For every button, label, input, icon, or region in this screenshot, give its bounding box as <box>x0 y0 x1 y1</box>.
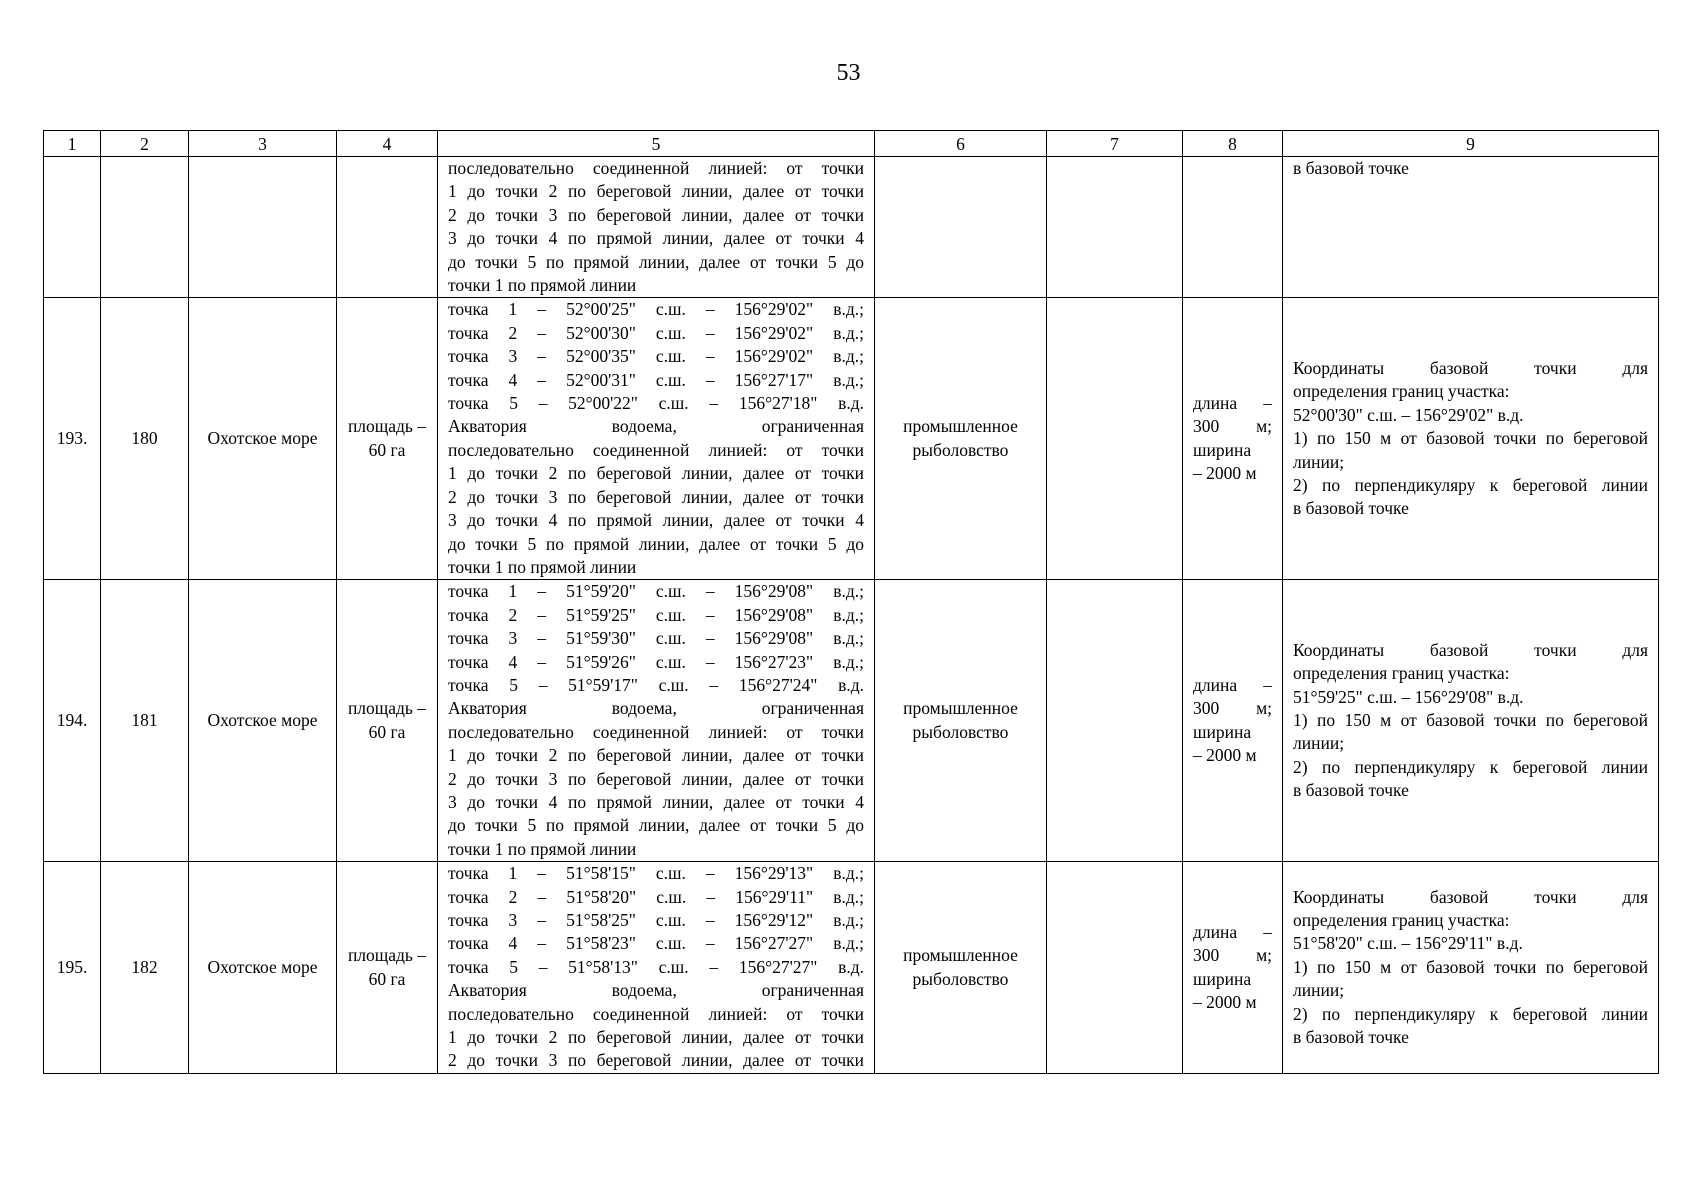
notes-line: 2) по перпендикуляру к береговой линии <box>1293 474 1648 495</box>
notes-line: в базовой точке <box>1293 158 1409 178</box>
cell-id <box>101 157 189 298</box>
cell-notes <box>1283 157 1659 298</box>
table-header-row <box>44 131 1659 157</box>
notes-line: 51°58'20" с.ш. – 156°29'11" в.д. <box>1293 933 1523 954</box>
cell-size <box>1183 298 1283 580</box>
cell-purpose <box>875 157 1047 298</box>
cell-description <box>438 298 875 580</box>
cell-id: 182 <box>101 862 189 1074</box>
description-line: 2 до точки 3 по береговой линии, далее от точки <box>448 204 864 225</box>
notes-line: 1) по 150 м от базовой точки по береговой <box>1293 956 1648 977</box>
size-line: длина – <box>1193 393 1272 414</box>
description-line: 1 до точки 2 по береговой линии, далее от точки <box>448 463 864 484</box>
description-line: точка 2 – 51°58'20" с.ш. – 156°29'11" в.д.; <box>448 886 864 907</box>
description-line: точки 1 по прямой линии <box>448 275 637 296</box>
header-cell: 7 <box>1047 131 1183 157</box>
notes-line: 2) по перпендикуляру к береговой линии <box>1293 1003 1648 1024</box>
size-line: 300 м; <box>1193 416 1272 437</box>
notes-line: 1) по 150 м от базовой точки по береговой <box>1293 428 1648 449</box>
cell-purpose: промышленное рыболовство <box>875 580 1047 862</box>
table-row <box>44 580 1659 862</box>
cell-notes <box>1283 580 1659 862</box>
header-cell: 8 <box>1183 131 1283 157</box>
notes-line: Координаты базовой точки для <box>1293 886 1648 907</box>
description-line: 2 до точки 3 по береговой линии, далее от точки <box>448 768 864 789</box>
description-line: до точки 5 по прямой линии, далее от точки 5 до <box>448 533 864 554</box>
size-line: 300 м; <box>1193 698 1272 719</box>
description-line: точка 3 – 52°00'35" с.ш. – 156°29'02" в.д.; <box>448 346 864 367</box>
description-line: точка 2 – 52°00'30" с.ш. – 156°29'02" в.д.; <box>448 322 864 343</box>
notes-line: Координаты базовой точки для <box>1293 357 1648 378</box>
header-cell: 2 <box>101 131 189 157</box>
description-line: точки 1 по прямой линии <box>448 838 637 859</box>
description-line: точка 4 – 52°00'31" с.ш. – 156°27'17" в.д.; <box>448 369 864 390</box>
notes-line: линии; <box>1293 980 1345 1001</box>
cell-water-body: Охотское море <box>189 862 337 1074</box>
size-line: – 2000 м <box>1193 745 1257 766</box>
size-line: ширина <box>1193 439 1252 460</box>
notes-line: определения границ участка: <box>1293 910 1510 930</box>
cell-description <box>438 157 875 298</box>
notes-line: в базовой точке <box>1293 498 1409 519</box>
description-line: последовательно соединенной линией: от точки <box>448 721 864 742</box>
notes-line: в базовой точке <box>1293 1027 1409 1048</box>
cell-col7 <box>1047 298 1183 580</box>
notes-line: Координаты базовой точки для <box>1293 639 1648 660</box>
size-line: 300 м; <box>1193 945 1272 966</box>
cell-purpose: промышленное рыболовство <box>875 298 1047 580</box>
notes-line: определения границ участка: <box>1293 381 1510 402</box>
description-line: точка 5 – 51°58'13" с.ш. – 156°27'27" в.д. <box>448 956 864 977</box>
notes-line: 1) по 150 м от базовой точки по береговой <box>1293 710 1648 731</box>
header-cell: 3 <box>189 131 337 157</box>
cell-notes <box>1283 298 1659 580</box>
size-line: ширина <box>1193 721 1252 742</box>
description-line: Акватория водоема, ограниченная <box>448 980 864 1001</box>
description-line: 3 до точки 4 по прямой линии, далее от точки 4 <box>448 228 864 249</box>
cell-description <box>438 580 875 862</box>
description-line: точка 1 – 52°00'25" с.ш. – 156°29'02" в.д.; <box>448 299 864 320</box>
page-number: 53 <box>836 60 861 86</box>
description-line: Акватория водоема, ограниченная <box>448 698 864 719</box>
description-line: точка 5 – 52°00'22" с.ш. – 156°27'18" в.д. <box>448 393 864 414</box>
description-line: точка 4 – 51°59'26" с.ш. – 156°27'23" в.д.; <box>448 651 864 672</box>
cell-water-body: Охотское море <box>189 580 337 862</box>
cell-num <box>44 157 101 298</box>
description-line: до точки 5 по прямой линии, далее от точки 5 до <box>448 815 864 836</box>
cell-water-body: Охотское море <box>189 298 337 580</box>
table-row <box>44 862 1659 1074</box>
table-row <box>44 298 1659 580</box>
description-line: Акватория водоема, ограниченная <box>448 416 864 437</box>
table-row-continuation <box>44 157 1659 298</box>
size-line: ширина <box>1193 968 1252 989</box>
registry-table <box>43 130 1659 1074</box>
cell-purpose: промышленное рыболовство <box>875 862 1047 1074</box>
notes-line: 52°00'30" с.ш. – 156°29'02" в.д. <box>1293 404 1524 425</box>
header-cell: 9 <box>1283 131 1659 157</box>
cell-size <box>1183 862 1283 1074</box>
cell-num: 193. <box>44 298 101 580</box>
description-line: последовательно соединенной линией: от точки <box>448 158 864 178</box>
description-line: последовательно соединенной линией: от точки <box>448 439 864 460</box>
description-line: точка 5 – 51°59'17" с.ш. – 156°27'24" в.д. <box>448 674 864 695</box>
description-line: точка 1 – 51°58'15" с.ш. – 156°29'13" в.д.; <box>448 863 864 884</box>
notes-line: линии; <box>1293 733 1345 754</box>
cell-notes <box>1283 862 1659 1074</box>
notes-line: определения границ участка: <box>1293 663 1510 684</box>
notes-line: линии; <box>1293 451 1345 472</box>
description-line: точка 3 – 51°59'30" с.ш. – 156°29'08" в.д.; <box>448 628 864 649</box>
description-line: точка 1 – 51°59'20" с.ш. – 156°29'08" в.д.; <box>448 581 864 602</box>
cell-size <box>1183 157 1283 298</box>
cell-size <box>1183 580 1283 862</box>
size-line: – 2000 м <box>1193 463 1257 484</box>
description-line: последовательно соединенной линией: от точки <box>448 1003 864 1024</box>
cell-num: 194. <box>44 580 101 862</box>
description-line: 1 до точки 2 по береговой линии, далее от точки <box>448 181 864 202</box>
cell-area <box>337 157 438 298</box>
description-line: 2 до точки 3 по береговой линии, далее от точки <box>448 1050 864 1071</box>
description-line: точка 2 – 51°59'25" с.ш. – 156°29'08" в.д.; <box>448 604 864 625</box>
size-line: длина – <box>1193 921 1272 942</box>
description-line: точки 1 по прямой линии <box>448 556 637 577</box>
cell-water-body <box>189 157 337 298</box>
header-cell: 5 <box>438 131 875 157</box>
description-line: точка 4 – 51°58'23" с.ш. – 156°27'27" в.д.; <box>448 933 864 954</box>
size-line: – 2000 м <box>1193 991 1257 1012</box>
cell-area: площадь – 60 га <box>337 862 438 1074</box>
description-line: до точки 5 по прямой линии, далее от точки 5 до <box>448 251 864 272</box>
notes-line: 2) по перпендикуляру к береговой линии <box>1293 756 1648 777</box>
cell-id: 180 <box>101 298 189 580</box>
description-line: 1 до точки 2 по береговой линии, далее от точки <box>448 745 864 766</box>
cell-description <box>438 862 875 1074</box>
description-line: 3 до точки 4 по прямой линии, далее от точки 4 <box>448 791 864 812</box>
cell-num: 195. <box>44 862 101 1074</box>
size-line: длина – <box>1193 674 1272 695</box>
header-cell: 1 <box>44 131 101 157</box>
description-line: 2 до точки 3 по береговой линии, далее от точки <box>448 486 864 507</box>
cell-area: площадь – 60 га <box>337 580 438 862</box>
cell-area: площадь – 60 га <box>337 298 438 580</box>
cell-col7 <box>1047 157 1183 298</box>
header-cell: 6 <box>875 131 1047 157</box>
description-line: 1 до точки 2 по береговой линии, далее от точки <box>448 1027 864 1048</box>
header-cell: 4 <box>337 131 438 157</box>
description-line: 3 до точки 4 по прямой линии, далее от точки 4 <box>448 510 864 531</box>
cell-id: 181 <box>101 580 189 862</box>
notes-line: 51°59'25" с.ш. – 156°29'08" в.д. <box>1293 686 1524 707</box>
description-line: точка 3 – 51°58'25" с.ш. – 156°29'12" в.д.; <box>448 910 864 930</box>
notes-line: в базовой точке <box>1293 780 1409 801</box>
cell-col7 <box>1047 580 1183 862</box>
cell-col7 <box>1047 862 1183 1074</box>
